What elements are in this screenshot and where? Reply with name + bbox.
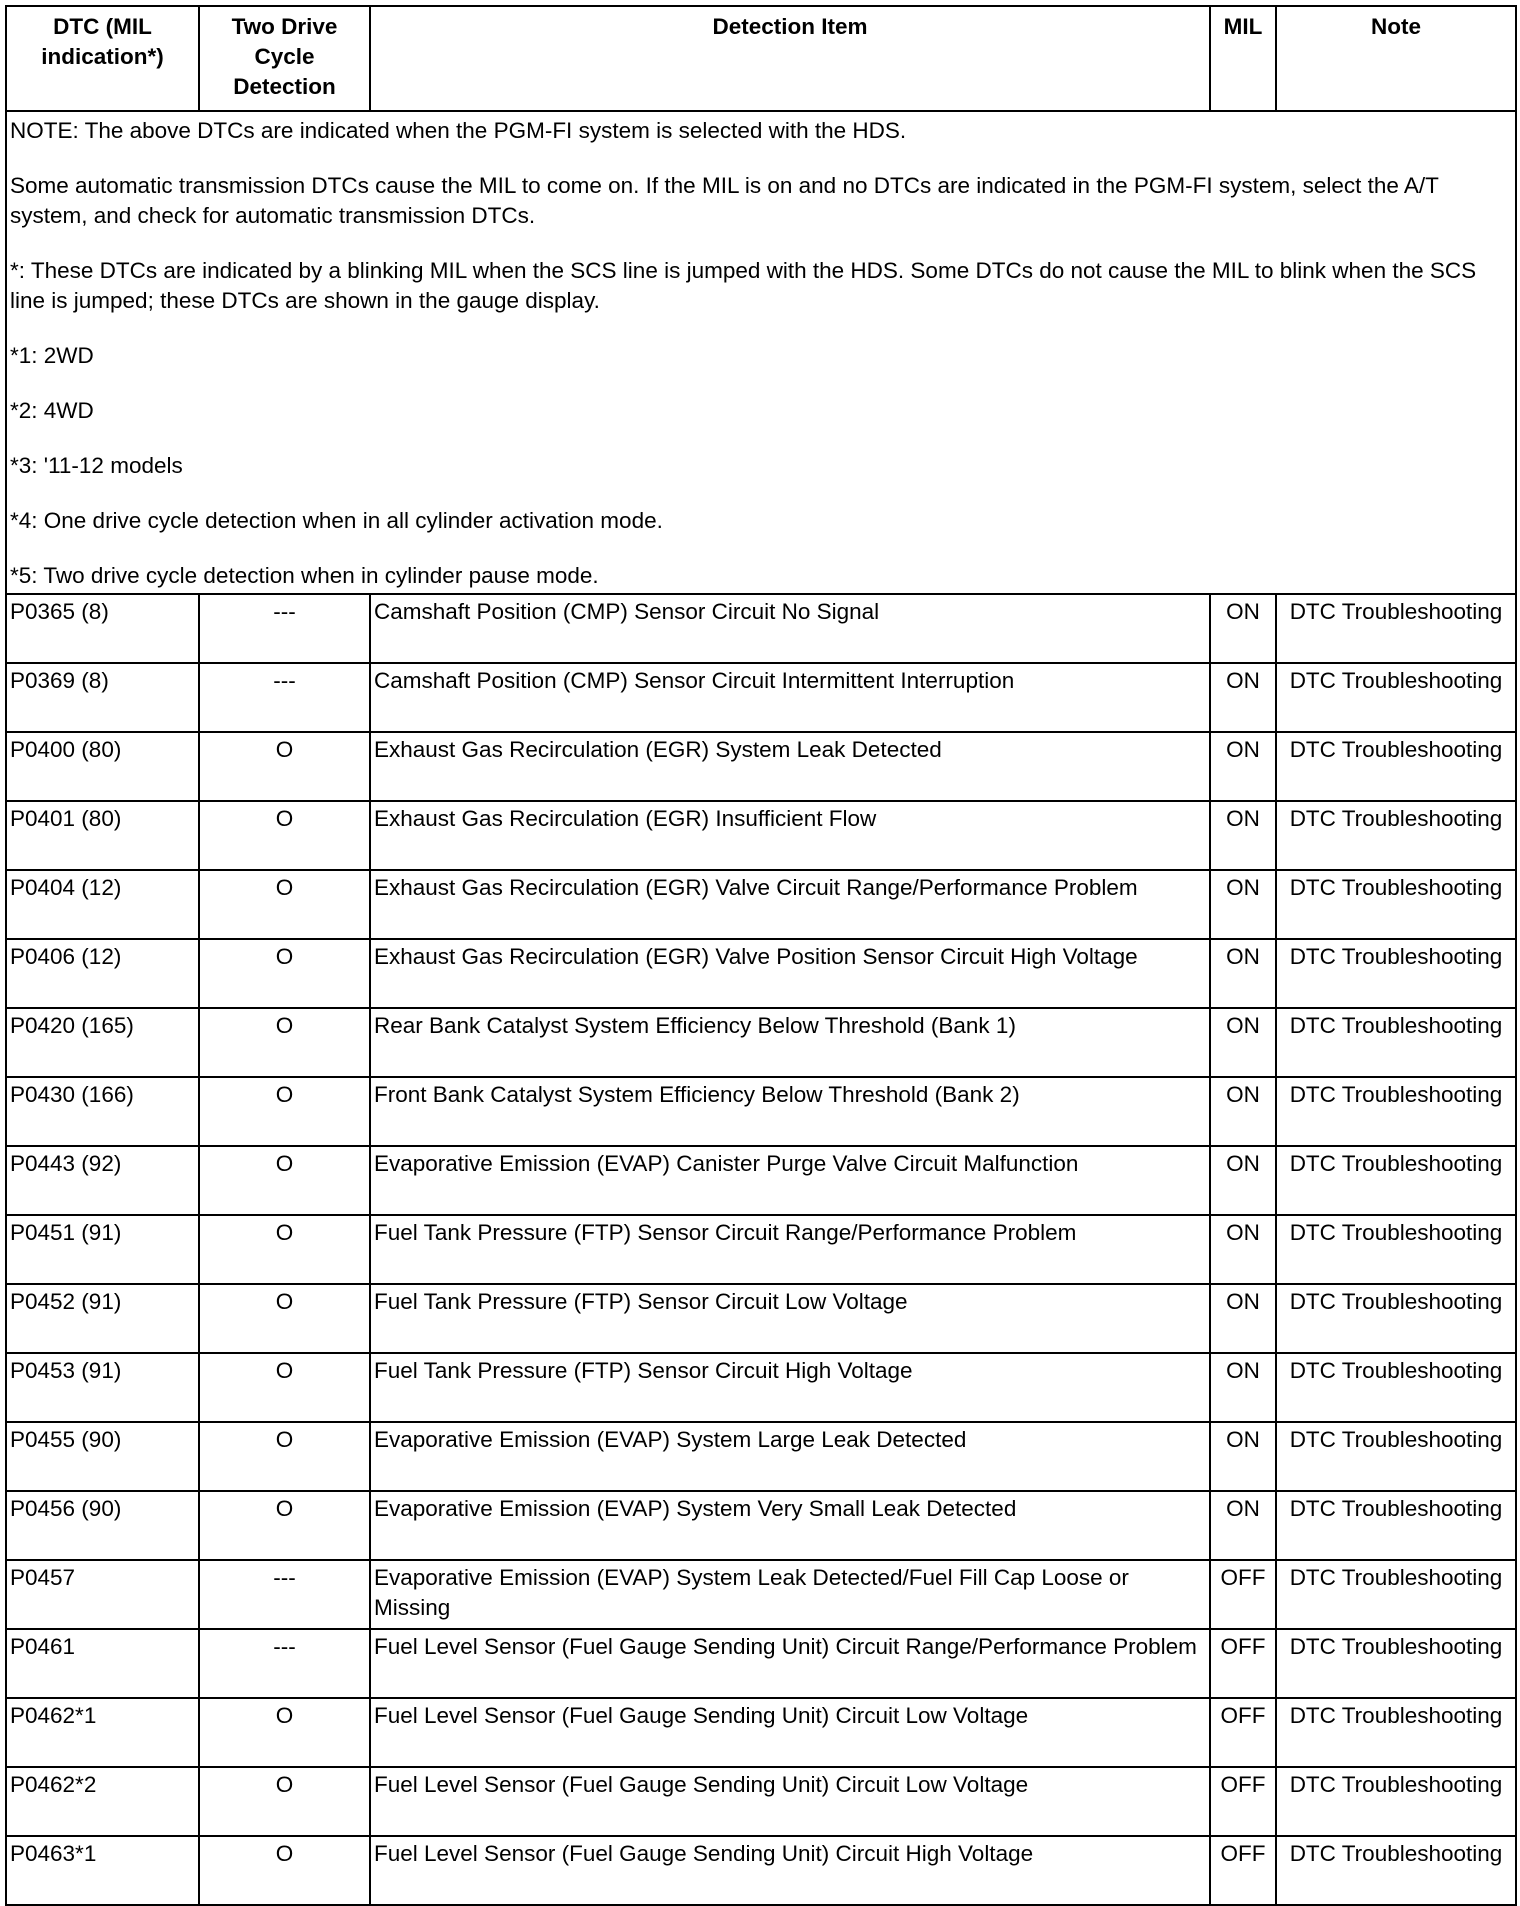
header-note: Note bbox=[1276, 6, 1516, 111]
two-drive-cycle-cell: O bbox=[199, 1698, 370, 1767]
header-detection-item: Detection Item bbox=[370, 6, 1210, 111]
note-cell: DTC Troubleshooting bbox=[1276, 663, 1516, 732]
note-line: *5: Two drive cycle detection when in cylinder pause mode. bbox=[10, 563, 599, 588]
header-dtc: DTC (MIL indication*) bbox=[6, 6, 199, 111]
detection-item-cell: Evaporative Emission (EVAP) System Large Leak Detected bbox=[370, 1422, 1210, 1491]
detection-item-cell: Evaporative Emission (EVAP) System Leak Detected/Fuel Fill Cap Loose or Missing bbox=[370, 1560, 1210, 1629]
dtc-code-cell: P0430 (166) bbox=[6, 1077, 199, 1146]
two-drive-cycle-cell: O bbox=[199, 1008, 370, 1077]
mil-cell: ON bbox=[1210, 1353, 1276, 1422]
mil-cell: OFF bbox=[1210, 1629, 1276, 1698]
dtc-code-cell: P0451 (91) bbox=[6, 1215, 199, 1284]
dtc-code-cell: P0462*1 bbox=[6, 1698, 199, 1767]
detection-item-cell: Fuel Tank Pressure (FTP) Sensor Circuit High Voltage bbox=[370, 1353, 1210, 1422]
dtc-code-cell: P0406 (12) bbox=[6, 939, 199, 1008]
header-row bbox=[6, 6, 1516, 111]
mil-cell: ON bbox=[1210, 732, 1276, 801]
note-cell: DTC Troubleshooting bbox=[1276, 1698, 1516, 1767]
note-line: *3: '11-12 models bbox=[10, 453, 183, 478]
note-cell: DTC Troubleshooting bbox=[1276, 1215, 1516, 1284]
mil-cell: ON bbox=[1210, 663, 1276, 732]
note-cell: DTC Troubleshooting bbox=[1276, 1353, 1516, 1422]
detection-item-cell: Camshaft Position (CMP) Sensor Circuit Intermittent Interruption bbox=[370, 663, 1210, 732]
detection-item-cell: Exhaust Gas Recirculation (EGR) Valve Position Sensor Circuit High Voltage bbox=[370, 939, 1210, 1008]
dtc-code-cell: P0400 (80) bbox=[6, 732, 199, 801]
note-line: *4: One drive cycle detection when in all cylinder activation mode. bbox=[10, 508, 663, 533]
dtc-code-cell: P0365 (8) bbox=[6, 594, 199, 663]
mil-cell: ON bbox=[1210, 939, 1276, 1008]
two-drive-cycle-cell: O bbox=[199, 1215, 370, 1284]
detection-item-cell: Evaporative Emission (EVAP) Canister Purge Valve Circuit Malfunction bbox=[370, 1146, 1210, 1215]
detection-item-cell: Fuel Tank Pressure (FTP) Sensor Circuit Range/Performance Problem bbox=[370, 1215, 1210, 1284]
table-row bbox=[6, 732, 1516, 801]
two-drive-cycle-cell: --- bbox=[199, 663, 370, 732]
dtc-code-cell: P0420 (165) bbox=[6, 1008, 199, 1077]
dtc-code-cell: P0461 bbox=[6, 1629, 199, 1698]
note-cell: DTC Troubleshooting bbox=[1276, 939, 1516, 1008]
dtc-code-cell: P0463*1 bbox=[6, 1836, 199, 1905]
detection-item-cell: Front Bank Catalyst System Efficiency Below Threshold (Bank 2) bbox=[370, 1077, 1210, 1146]
two-drive-cycle-cell: O bbox=[199, 1491, 370, 1560]
two-drive-cycle-cell: O bbox=[199, 1422, 370, 1491]
dtc-code-cell: P0452 (91) bbox=[6, 1284, 199, 1353]
table-row bbox=[6, 870, 1516, 939]
table-row bbox=[6, 1077, 1516, 1146]
note-cell: DTC Troubleshooting bbox=[1276, 1836, 1516, 1905]
table-row bbox=[6, 594, 1516, 663]
detection-item-cell: Fuel Level Sensor (Fuel Gauge Sending Unit) Circuit Range/Performance Problem bbox=[370, 1629, 1210, 1698]
detection-item-cell: Exhaust Gas Recirculation (EGR) Valve Circuit Range/Performance Problem bbox=[370, 870, 1210, 939]
note-cell: DTC Troubleshooting bbox=[1276, 801, 1516, 870]
notes-row bbox=[6, 111, 1516, 594]
two-drive-cycle-cell: O bbox=[199, 1146, 370, 1215]
two-drive-cycle-cell: O bbox=[199, 1077, 370, 1146]
note-line: *2: 4WD bbox=[10, 398, 94, 423]
table-row bbox=[6, 1353, 1516, 1422]
two-drive-cycle-cell: O bbox=[199, 1836, 370, 1905]
table-row bbox=[6, 1422, 1516, 1491]
note-cell: DTC Troubleshooting bbox=[1276, 1146, 1516, 1215]
dtc-code-cell: P0443 (92) bbox=[6, 1146, 199, 1215]
dtc-code-cell: P0369 (8) bbox=[6, 663, 199, 732]
detection-item-cell: Fuel Level Sensor (Fuel Gauge Sending Unit) Circuit Low Voltage bbox=[370, 1767, 1210, 1836]
mil-cell: ON bbox=[1210, 870, 1276, 939]
table-row bbox=[6, 1491, 1516, 1560]
note-cell: DTC Troubleshooting bbox=[1276, 1422, 1516, 1491]
dtc-code-cell: P0401 (80) bbox=[6, 801, 199, 870]
mil-cell: OFF bbox=[1210, 1767, 1276, 1836]
note-cell: DTC Troubleshooting bbox=[1276, 1629, 1516, 1698]
two-drive-cycle-cell: --- bbox=[199, 1629, 370, 1698]
table-row bbox=[6, 1629, 1516, 1698]
mil-cell: ON bbox=[1210, 1422, 1276, 1491]
dtc-table bbox=[5, 5, 1517, 1906]
note-cell: DTC Troubleshooting bbox=[1276, 1491, 1516, 1560]
detection-item-cell: Fuel Tank Pressure (FTP) Sensor Circuit Low Voltage bbox=[370, 1284, 1210, 1353]
table-row bbox=[6, 801, 1516, 870]
dtc-code-cell: P0457 bbox=[6, 1560, 199, 1629]
dtc-code-cell: P0453 (91) bbox=[6, 1353, 199, 1422]
two-drive-cycle-cell: O bbox=[199, 1353, 370, 1422]
table-row bbox=[6, 663, 1516, 732]
two-drive-cycle-cell: O bbox=[199, 870, 370, 939]
note-line: *: These DTCs are indicated by a blinking MIL when the SCS line is jumped with the HDS. Some DTCs do not cause the MIL to blink when the SCS line is jumped; these DTCs are shown in the gauge display. bbox=[10, 258, 1477, 313]
note-cell: DTC Troubleshooting bbox=[1276, 1560, 1516, 1629]
table-row bbox=[6, 1215, 1516, 1284]
mil-cell: ON bbox=[1210, 1008, 1276, 1077]
mil-cell: ON bbox=[1210, 1077, 1276, 1146]
mil-cell: ON bbox=[1210, 801, 1276, 870]
dtc-code-cell: P0456 (90) bbox=[6, 1491, 199, 1560]
note-line: NOTE: The above DTCs are indicated when the PGM-FI system is selected with the HDS. bbox=[10, 118, 907, 143]
mil-cell: ON bbox=[1210, 1146, 1276, 1215]
detection-item-cell: Camshaft Position (CMP) Sensor Circuit No Signal bbox=[370, 594, 1210, 663]
table-row bbox=[6, 939, 1516, 1008]
detection-item-cell: Exhaust Gas Recirculation (EGR) System Leak Detected bbox=[370, 732, 1210, 801]
table-row bbox=[6, 1560, 1516, 1629]
note-cell: DTC Troubleshooting bbox=[1276, 1284, 1516, 1353]
mil-cell: OFF bbox=[1210, 1836, 1276, 1905]
table-row bbox=[6, 1146, 1516, 1215]
two-drive-cycle-cell: --- bbox=[199, 594, 370, 663]
dtc-code-cell: P0462*2 bbox=[6, 1767, 199, 1836]
note-cell: DTC Troubleshooting bbox=[1276, 1077, 1516, 1146]
two-drive-cycle-cell: O bbox=[199, 732, 370, 801]
detection-item-cell: Exhaust Gas Recirculation (EGR) Insufficient Flow bbox=[370, 801, 1210, 870]
note-cell: DTC Troubleshooting bbox=[1276, 594, 1516, 663]
two-drive-cycle-cell: O bbox=[199, 939, 370, 1008]
dtc-code-cell: P0455 (90) bbox=[6, 1422, 199, 1491]
note-cell: DTC Troubleshooting bbox=[1276, 732, 1516, 801]
header-mil: MIL bbox=[1210, 6, 1276, 111]
table-row bbox=[6, 1698, 1516, 1767]
detection-item-cell: Fuel Level Sensor (Fuel Gauge Sending Unit) Circuit High Voltage bbox=[370, 1836, 1210, 1905]
table-row bbox=[6, 1284, 1516, 1353]
note-line: *1: 2WD bbox=[10, 343, 94, 368]
note-cell: DTC Troubleshooting bbox=[1276, 1008, 1516, 1077]
two-drive-cycle-cell: --- bbox=[199, 1560, 370, 1629]
mil-cell: OFF bbox=[1210, 1560, 1276, 1629]
mil-cell: OFF bbox=[1210, 1698, 1276, 1767]
two-drive-cycle-cell: O bbox=[199, 1284, 370, 1353]
header-two-drive-cycle: Two Drive Cycle Detection bbox=[199, 6, 370, 111]
dtc-code-cell: P0404 (12) bbox=[6, 870, 199, 939]
two-drive-cycle-cell: O bbox=[199, 801, 370, 870]
two-drive-cycle-cell: O bbox=[199, 1767, 370, 1836]
mil-cell: ON bbox=[1210, 1215, 1276, 1284]
detection-item-cell: Rear Bank Catalyst System Efficiency Below Threshold (Bank 1) bbox=[370, 1008, 1210, 1077]
mil-cell: ON bbox=[1210, 594, 1276, 663]
table-row bbox=[6, 1836, 1516, 1905]
mil-cell: ON bbox=[1210, 1491, 1276, 1560]
table-row bbox=[6, 1008, 1516, 1077]
table-row bbox=[6, 1767, 1516, 1836]
dtc-document bbox=[5, 5, 1515, 1866]
mil-cell: ON bbox=[1210, 1284, 1276, 1353]
detection-item-cell: Fuel Level Sensor (Fuel Gauge Sending Unit) Circuit Low Voltage bbox=[370, 1698, 1210, 1767]
note-cell: DTC Troubleshooting bbox=[1276, 1767, 1516, 1836]
notes-cell bbox=[6, 111, 1516, 594]
note-line: Some automatic transmission DTCs cause the MIL to come on. If the MIL is on and no DTCs are indicated in the PGM-FI system, select the A/T system, and check for automatic transmission DTCs. bbox=[10, 173, 1439, 228]
detection-item-cell: Evaporative Emission (EVAP) System Very Small Leak Detected bbox=[370, 1491, 1210, 1560]
note-cell: DTC Troubleshooting bbox=[1276, 870, 1516, 939]
